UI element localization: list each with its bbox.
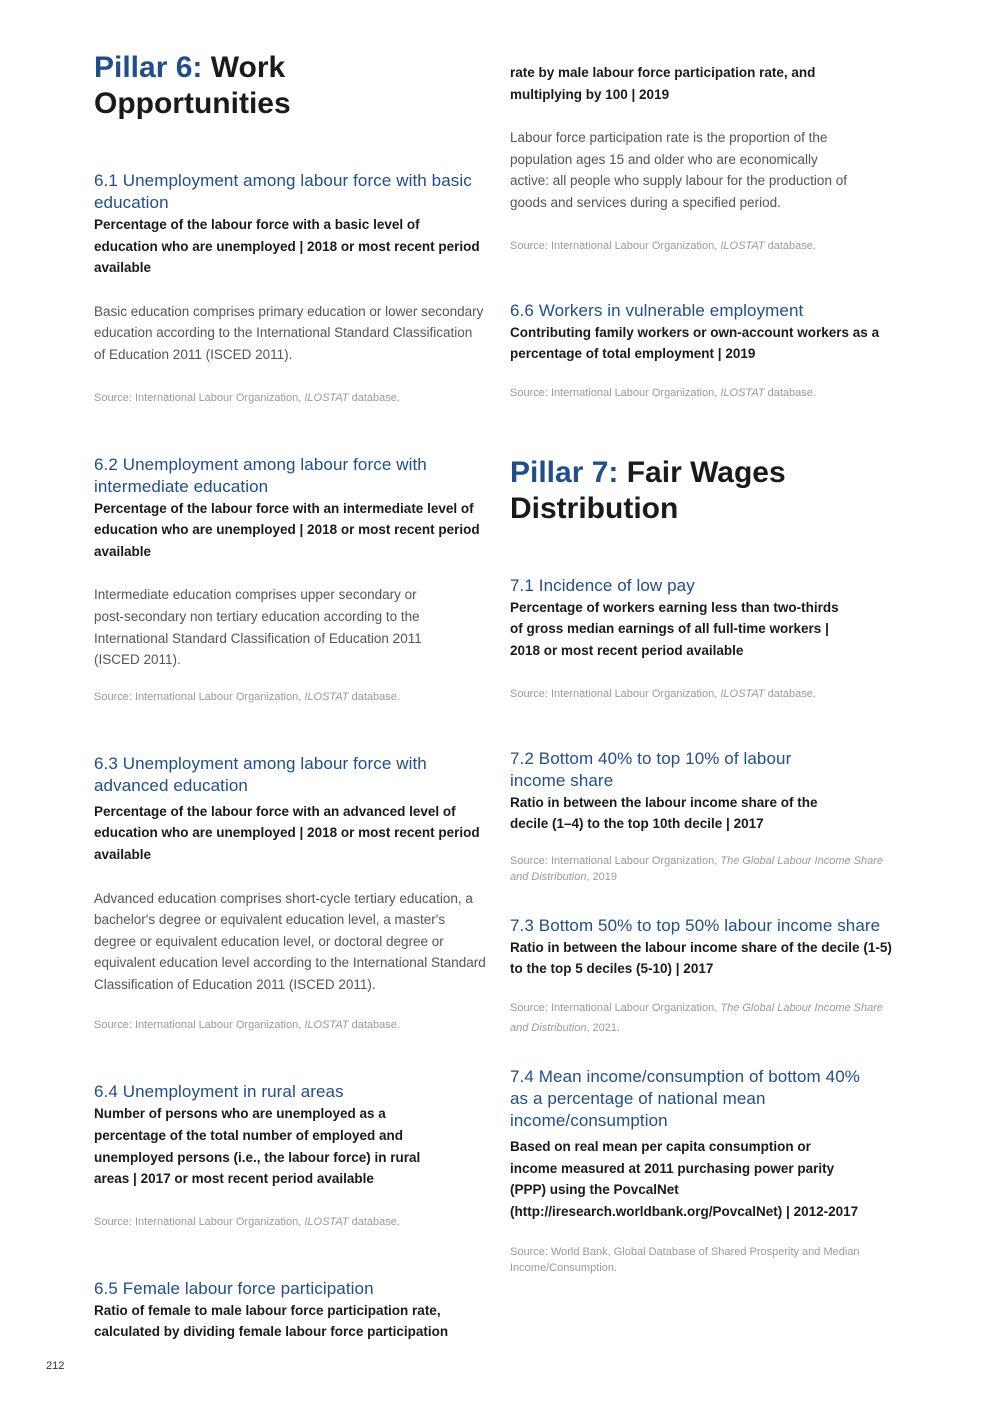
source-italic: ILOSTAT [720,386,765,399]
indicator-6-1-description: Basic education comprises primary education or lower secondary education according to the International Standard Classification of Education 2011 (ISCED 2011). [94,303,484,362]
source-italic: ILOSTAT [720,687,765,700]
pillar-6-heading [94,50,354,122]
source-italic: The Global Labour Income Share and Distribution [510,854,884,883]
indicator-6-4-source [94,1214,486,1230]
indicator-6-5-description: Labour force participation rate is the proportion of the population ages 15 and older who are economically active: all people who supply labour for the production of goods and services during a specified period. [510,130,847,210]
indicator-6-3 [94,753,486,1034]
indicator-7-1-source [510,686,898,702]
indicator-6-3-source [94,1017,486,1033]
indicator-6-4-title: 6.4 Unemployment in rural areas [94,1082,344,1102]
indicator-7-4-definition: Based on real mean per capita consumption or income measured at 2011 purchasing power parity (PPP) using the PovcalNet (http://iresearch.worldbank.org/PovcalNet) | 2012-2017 [510,1138,859,1219]
indicator-7-1-title: 7.1 Incidence of low pay [510,575,695,595]
source-text: Source: International Labour Organization, [510,1001,721,1014]
indicator-7-2-title: 7.2 Bottom 40% to top 10% of labour income share [510,748,792,790]
source-text-end: database. [764,687,816,700]
source-text-end: , 2019 [586,870,618,883]
source-text: Source: International Labour Organization, [94,391,305,404]
indicator-7-3-source [510,998,898,1038]
indicator-6-1-title: 6.1 Unemployment among labour force with basic education [94,171,472,212]
indicator-7-3-definition: Ratio in between the labour income share of the decile (1-5) to the top 5 deciles (5-10) | 2017 [510,939,892,977]
source-italic: The Global Labour Income Share and Distribution [510,1001,884,1034]
source-italic: ILOSTAT [304,1215,349,1228]
indicator-6-6 [510,300,898,401]
indicator-7-2 [510,748,898,885]
indicator-6-2-title: 6.2 Unemployment among labour force with intermediate education [94,454,427,496]
source-text-end: , 2021. [586,1021,621,1034]
source-text-end: database. [764,239,816,252]
source-text: Source: International Labour Organization, [510,239,721,252]
indicator-7-3 [510,915,898,1038]
source-text-end: database. [348,1019,400,1032]
indicator-6-6-source [510,385,898,401]
indicator-6-1 [94,170,486,406]
source-text-end: database. [348,391,400,404]
source-text: Source: International Labour Organization, [510,854,721,867]
indicator-7-4-source: Source: World Bank, Global Database of Shared Prosperity and Median Income/Consumption. [510,1246,860,1275]
indicator-7-1 [510,575,898,702]
pillar-7-heading [510,455,810,527]
indicator-7-2-definition: Ratio in between the labour income share of the decile (1–4) to the top 10th decile | 2017 [510,794,818,832]
pillar-6-title: Work Opportunities [94,51,291,120]
indicator-6-4 [94,1081,486,1229]
source-text: Source: International Labour Organization, [94,690,305,703]
page-number: 212 [46,1360,65,1372]
source-italic: ILOSTAT [720,239,765,252]
source-italic: ILOSTAT [304,690,349,703]
source-text-end: database. [348,1215,400,1228]
source-text-end: database. [764,386,816,399]
indicator-6-6-title: 6.6 Workers in vulnerable employment [510,300,804,320]
indicator-6-1-definition: Percentage of the labour force with a basic level of education who are unemployed | 2018 or most recent period available [94,217,480,276]
indicator-6-5-continued [510,62,898,254]
source-text-end: database. [348,690,400,703]
source-text: Source: International Labour Organization, [94,1215,305,1228]
source-text: Source: International Labour Organization, [94,1019,305,1032]
indicator-7-4-title: 7.4 Mean income/consumption of bottom 40% as a percentage of national mean income/consumption [510,1066,860,1130]
right-column [510,62,898,1276]
left-column [94,50,486,1343]
source-italic: ILOSTAT [304,391,349,404]
indicator-6-5-source [510,238,898,254]
indicator-7-3-title: 7.3 Bottom 50% to top 50% labour income share [510,915,881,935]
indicator-6-2-source [94,689,486,705]
indicator-6-1-source [94,390,486,406]
indicator-6-6-definition: Contributing family workers or own-account workers as a percentage of total employment | 2019 [510,324,880,362]
indicator-6-5-definition-part1: Ratio of female to male labour force participation rate, calculated by dividing female labour force participation [94,1302,449,1340]
indicator-6-3-description: Advanced education comprises short-cycle tertiary education, a bachelor's degree or equivalent education level, a master's degree or equivalent education level, or doctoral degree or equivalent education level according to the International Standard Classification of Education 2011 (ISCED 2011). [94,890,486,992]
pillar-7-number: Pillar 7: [510,455,619,489]
indicator-6-3-definition: Percentage of the labour force with an advanced level of education who are unemployed | 2018 or most recent period available [94,803,480,862]
indicator-6-5 [94,1278,486,1343]
source-italic: ILOSTAT [304,1019,349,1032]
indicator-6-2-definition: Percentage of the labour force with an intermediate level of education who are unemployed | 2018 or most recent period available [94,500,480,559]
indicator-7-1-definition: Percentage of workers earning less than two-thirds of gross median earnings of all full-time workers | 2018 or most recent period available [510,599,839,658]
indicator-7-2-source [510,853,898,885]
source-text: Source: International Labour Organization, [510,386,721,399]
indicator-6-5-definition-part2: rate by male labour force participation rate, and multiplying by 100 | 2019 [510,65,816,102]
indicator-6-2 [94,454,486,705]
indicator-6-2-description: Intermediate education comprises upper secondary or post-secondary non tertiary education according to the International Standard Classification of Education 2011 (ISCED 2011). [94,587,422,668]
indicator-6-4-definition: Number of persons who are unemployed as a percentage of the total number of employed and unemployed persons (i.e., the labour force) in rural areas | 2017 or most recent period available [94,1106,421,1187]
indicator-6-3-title: 6.3 Unemployment among labour force with advanced education [94,753,427,795]
pillar-7-title: Fair Wages Distribution [510,455,786,525]
pillar-6-number: Pillar 6: [94,51,203,84]
indicator-6-5-title: 6.5 Female labour force participation [94,1278,374,1298]
indicator-7-4 [510,1066,898,1276]
source-text: Source: International Labour Organization, [510,687,721,700]
